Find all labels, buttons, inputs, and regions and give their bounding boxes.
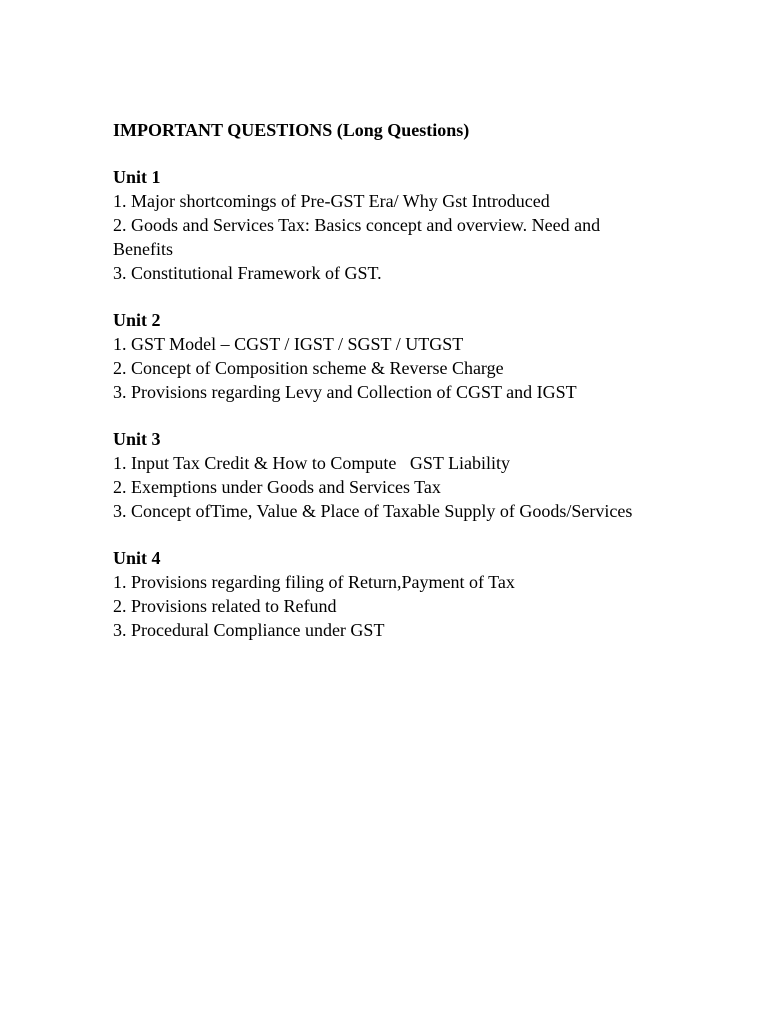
question-item: 1. Provisions regarding filing of Return,Payment of Tax	[113, 572, 515, 592]
unit-heading: Unit 2	[113, 310, 161, 330]
question-item: 2. Concept of Composition scheme & Reverse Charge	[113, 358, 504, 378]
question-item: 1. GST Model – CGST / IGST / SGST / UTGST	[113, 334, 464, 354]
question-item: 2. Provisions related to Refund	[113, 596, 337, 616]
question-item: 1. Major shortcomings of Pre-GST Era/ Why Gst Introduced	[113, 191, 550, 211]
document-page	[113, 118, 653, 642]
unit-3-section	[113, 427, 653, 523]
document-title: IMPORTANT QUESTIONS (Long Questions)	[113, 120, 470, 140]
question-item: 2. Exemptions under Goods and Services Tax	[113, 477, 441, 497]
unit-heading: Unit 3	[113, 429, 161, 449]
question-item: 3. Procedural Compliance under GST	[113, 620, 385, 640]
unit-4-section	[113, 546, 653, 642]
question-item: 1. Input Tax Credit & How to Compute GST Liability	[113, 453, 511, 473]
question-item: 3. Concept ofTime, Value & Place of Taxable Supply of Goods/Services	[113, 501, 633, 521]
question-item: 3. Provisions regarding Levy and Collection of CGST and IGST	[113, 382, 577, 402]
unit-2-section	[113, 308, 653, 404]
unit-1-section	[113, 165, 653, 285]
question-item: 2. Goods and Services Tax: Basics concept and overview. Need and Benefits	[113, 215, 605, 259]
question-item: 3. Constitutional Framework of GST.	[113, 263, 382, 283]
unit-heading: Unit 4	[113, 548, 161, 568]
unit-heading: Unit 1	[113, 167, 161, 187]
